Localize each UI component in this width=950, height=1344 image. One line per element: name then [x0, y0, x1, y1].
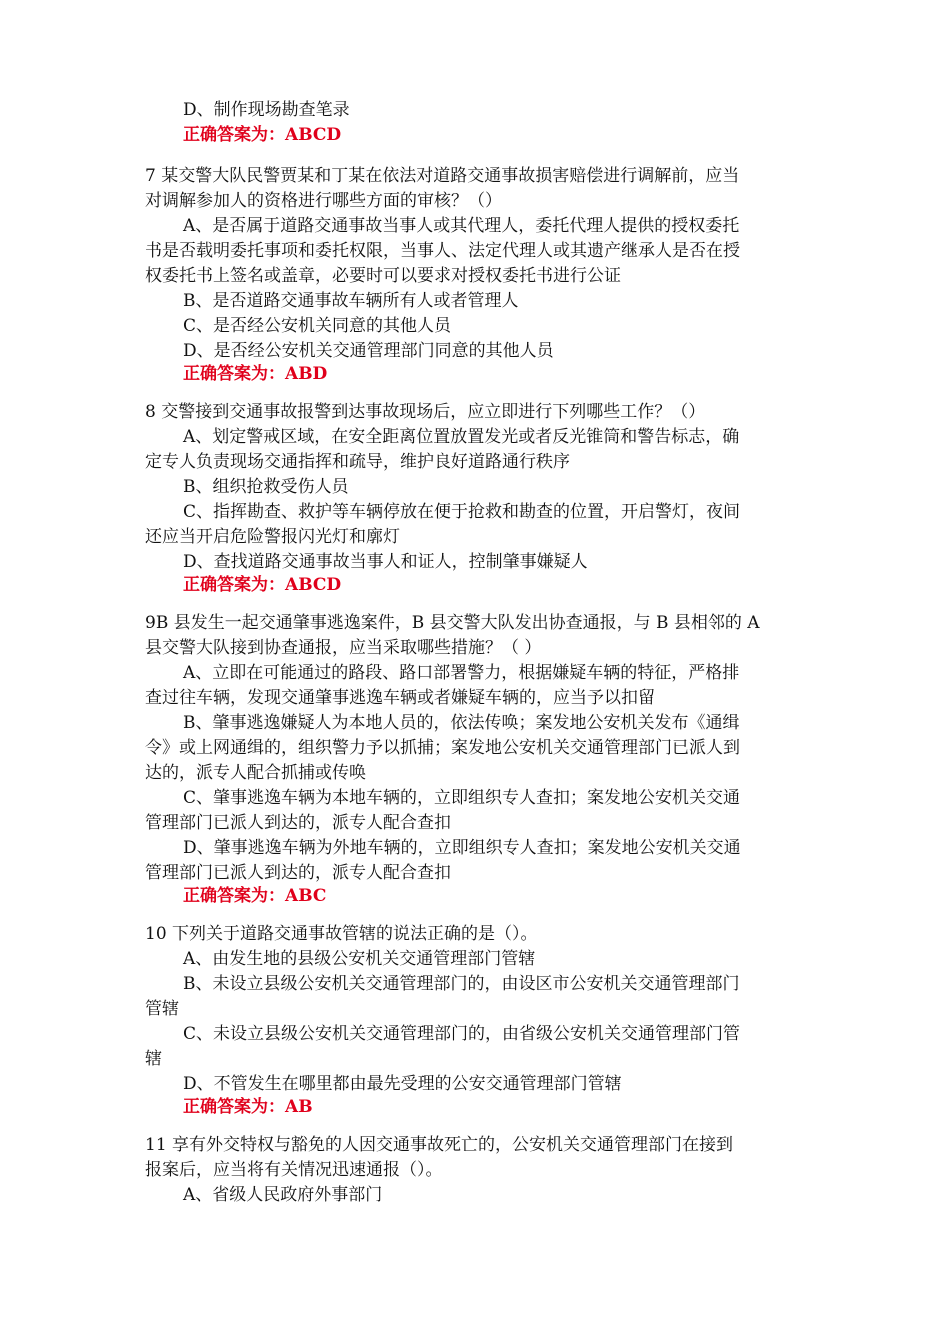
option-a-q7-line-3: 权委托书上签名或盖章，必要时可以要求对授权委托书进行公证	[145, 266, 621, 286]
question-10-line-1: 10 下列关于道路交通事故管辖的说法正确的是（）。	[145, 924, 538, 944]
option-c-q9-line-2: 管理部门已派人到达的，派专人配合查扣	[145, 813, 451, 833]
answer-q6: 正确答案为：ABCD	[183, 125, 342, 145]
option-a-q9-line-2: 查过往车辆，发现交通肇事逃逸车辆或者嫌疑车辆的，应当予以扣留	[145, 688, 655, 708]
option-a-q9-line-1: A、立即在可能通过的路段、路口部署警力，根据嫌疑车辆的特征，严格排	[183, 663, 740, 683]
option-c-q8-line-1: C、指挥勘查、救护等车辆停放在便于抢救和勘查的位置，开启警灯，夜间	[183, 502, 741, 522]
option-b-q9-line-3: 达的，派专人配合抓捕或传唤	[145, 763, 366, 783]
option-c-q10-line-2: 辖	[145, 1049, 162, 1069]
question-11-line-2: 报案后，应当将有关情况迅速通报（）。	[145, 1160, 443, 1180]
option-d-q7: D、是否经公安机关交通管理部门同意的其他人员	[183, 341, 554, 361]
option-d-q9-line-1: D、肇事逃逸车辆为外地车辆的，立即组织专人查扣；案发地公安机关交通	[183, 838, 741, 858]
option-c-q7: C、是否经公安机关同意的其他人员	[183, 316, 452, 336]
answer-q7: 正确答案为：ABD	[183, 364, 328, 384]
option-a-q10: A、由发生地的县级公安机关交通管理部门管辖	[183, 949, 536, 969]
option-d-q6: D、制作现场勘查笔录	[183, 100, 350, 120]
question-7-line-1: 7 某交警大队民警贾某和丁某在依法对道路交通事故损害赔偿进行调解前，应当	[145, 166, 740, 186]
option-b-q9-line-1: B、肇事逃逸嫌疑人为本地人员的，依法传唤；案发地公安机关发布《通缉	[183, 713, 740, 733]
option-c-q8-line-2: 还应当开启危险警报闪光灯和廓灯	[145, 527, 400, 547]
answer-q10: 正确答案为：AB	[183, 1097, 313, 1117]
option-a-q7-line-2: 书是否载明委托事项和委托权限，当事人、法定代理人或其遗产继承人是否在授	[145, 241, 740, 261]
option-b-q10-line-2: 管辖	[145, 999, 179, 1019]
answer-q9: 正确答案为：ABC	[183, 886, 327, 906]
question-8-line-1: 8 交警接到交通事故报警到达事故现场后，应立即进行下列哪些工作？（）	[145, 402, 706, 422]
question-9-line-2: 县交警大队接到协查通报，应当采取哪些措施？（ ）	[145, 638, 542, 658]
option-b-q7: B、是否道路交通事故车辆所有人或者管理人	[183, 291, 519, 311]
option-a-q7-line-1: A、是否属于道路交通事故当事人或其代理人，委托代理人提供的授权委托	[183, 216, 740, 236]
option-b-q9-line-2: 令》或上网通缉的，组织警力予以抓捕；案发地公安机关交通管理部门已派人到	[145, 738, 740, 758]
option-a-q8-line-1: A、划定警戒区域，在安全距离位置放置发光或者反光锥筒和警告标志，确	[183, 427, 740, 447]
option-c-q9-line-1: C、肇事逃逸车辆为本地车辆的，立即组织专人查扣；案发地公安机关交通	[183, 788, 741, 808]
option-d-q10: D、不管发生在哪里都由最先受理的公安交通管理部门管辖	[183, 1074, 622, 1094]
option-a-q11: A、省级人民政府外事部门	[183, 1185, 383, 1205]
option-b-q10-line-1: B、未设立县级公安机关交通管理部门的，由设区市公安机关交通管理部门	[183, 974, 740, 994]
option-c-q10-line-1: C、未设立县级公安机关交通管理部门的，由省级公安机关交通管理部门管	[183, 1024, 741, 1044]
answer-q8: 正确答案为：ABCD	[183, 575, 342, 595]
option-b-q8: B、组织抢救受伤人员	[183, 477, 349, 497]
option-d-q9-line-2: 管理部门已派人到达的，派专人配合查扣	[145, 863, 451, 883]
question-7-line-2: 对调解参加人的资格进行哪些方面的审核？（）	[145, 191, 502, 211]
question-9-line-1: 9B 县发生一起交通肇事逃逸案件，B 县交警大队发出协查通报，与 B 县相邻的 A	[145, 613, 760, 633]
option-a-q8-line-2: 定专人负责现场交通指挥和疏导，维护良好道路通行秩序	[145, 452, 570, 472]
option-d-q8: D、查找道路交通事故当事人和证人，控制肇事嫌疑人	[183, 552, 588, 572]
question-11-line-1: 11 享有外交特权与豁免的人因交通事故死亡的，公安机关交通管理部门在接到	[145, 1135, 734, 1155]
